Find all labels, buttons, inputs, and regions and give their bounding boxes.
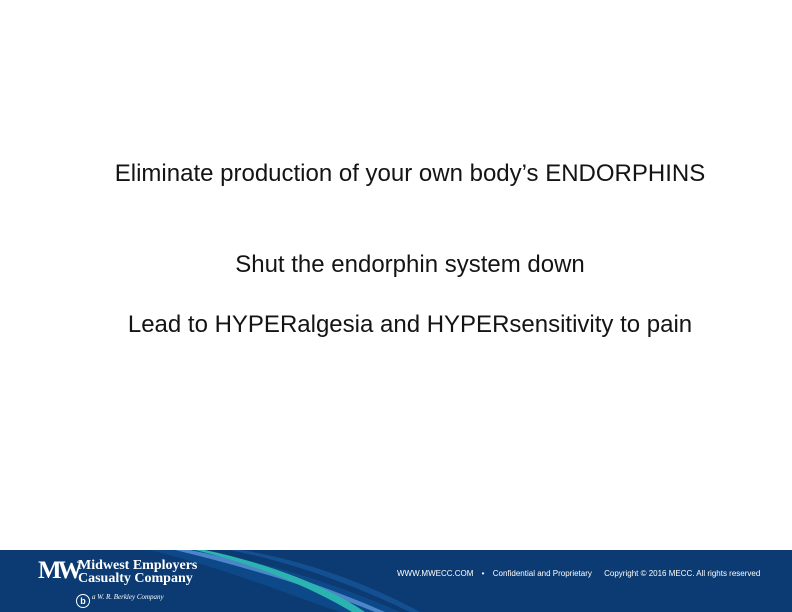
bullet-hyperalgesia: Lead to HYPERalgesia and HYPERsensitivity to pain [127, 311, 693, 338]
logo-parent-company: a W. R. Berkley Company [92, 593, 164, 601]
footer-info [397, 569, 760, 578]
bullet-eliminate-endorphins: Eliminate production of your own body’s ENDORPHINS [114, 160, 706, 187]
footer-separator: • [481, 569, 485, 578]
berkley-badge-icon: b [76, 594, 90, 608]
footer-website: WWW.MWECC.COM [397, 569, 474, 578]
footer-band [0, 550, 792, 612]
footer-confidential: Confidential and Proprietary [492, 569, 592, 578]
logo-name-line2: Casualty Company [78, 571, 193, 586]
logo-name-line1: Midwest Employers [78, 558, 198, 573]
footer-copyright: Copyright © 2016 MECC. All rights reserved [604, 569, 761, 578]
mw-logo-mark: MW [38, 557, 79, 584]
bullet-shut-system-down: Shut the endorphin system down [235, 251, 585, 278]
